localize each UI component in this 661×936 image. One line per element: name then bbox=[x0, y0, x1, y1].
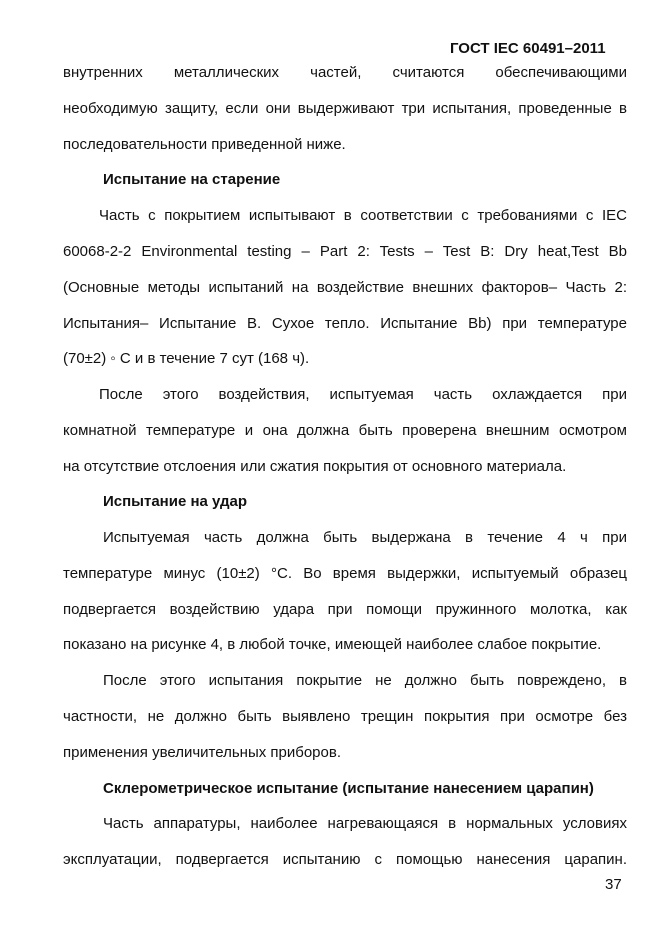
paragraph-line: Часть аппаратуры, наиболее нагревающаяся в нормальных условиях bbox=[103, 815, 627, 832]
paragraph-line: 60068-2-2 Environmental testing – Part 2: Tests – Test B: Dry heat,Test Bb bbox=[63, 243, 627, 260]
paragraph-line: на отсутствие отслоения или сжатия покрытия от основного материала. bbox=[63, 458, 567, 475]
paragraph-line: частности, не должно быть выявлено трещин покрытия при осмотре без bbox=[63, 708, 627, 725]
paragraph-line: эксплуатации, подвергается испытанию с помощью нанесения царапин. bbox=[63, 851, 627, 868]
paragraph-line: Испытуемая часть должна быть выдержана в течение 4 ч при bbox=[103, 529, 627, 546]
paragraph-line: (70±2) ◦ С и в течение 7 сут (168 ч). bbox=[63, 350, 310, 367]
paragraph-line: После этого воздействия, испытуемая часть охлаждается при bbox=[99, 386, 627, 403]
paragraph-line: показано на рисунке 4, в любой точке, имеющей наиболее слабое покрытие. bbox=[63, 636, 602, 653]
section-heading-aging: Испытание на старение bbox=[103, 171, 281, 188]
paragraph-line: комнатной температуре и она должна быть проверена внешним осмотром bbox=[63, 422, 627, 439]
paragraph-line: После этого испытания покрытие не должно быть повреждено, в bbox=[103, 672, 627, 689]
page-number: 37 bbox=[605, 876, 622, 893]
paragraph-line: Часть с покрытием испытывают в соответствии с требованиями с IEC bbox=[99, 207, 627, 224]
section-heading-scratch: Склерометрическое испытание (испытание нанесением царапин) bbox=[103, 780, 594, 797]
section-heading-impact: Испытание на удар bbox=[103, 493, 248, 510]
paragraph-line: внутренних металлических частей, считаются обеспечивающими bbox=[63, 64, 627, 81]
paragraph-line: подвергается воздействию удара при помощи пружинного молотка, как bbox=[63, 601, 627, 618]
paragraph-line: температуре минус (10±2) °С. Во время выдержки, испытуемый образец bbox=[63, 565, 627, 582]
paragraph-line: необходимую защиту, если они выдерживают три испытания, проведенные в bbox=[63, 100, 627, 117]
paragraph-line: последовательности приведенной ниже. bbox=[63, 136, 346, 153]
paragraph-line: Испытания– Испытание B. Сухое тепло. Испытание Bb) при температуре bbox=[63, 315, 627, 332]
paragraph-line: применения увеличительных приборов. bbox=[63, 744, 341, 761]
paragraph-line: (Основные методы испытаний на воздействие внешних факторов– Часть 2: bbox=[63, 279, 627, 296]
standard-header: ГОСТ IEC 60491–2011 bbox=[450, 40, 606, 57]
